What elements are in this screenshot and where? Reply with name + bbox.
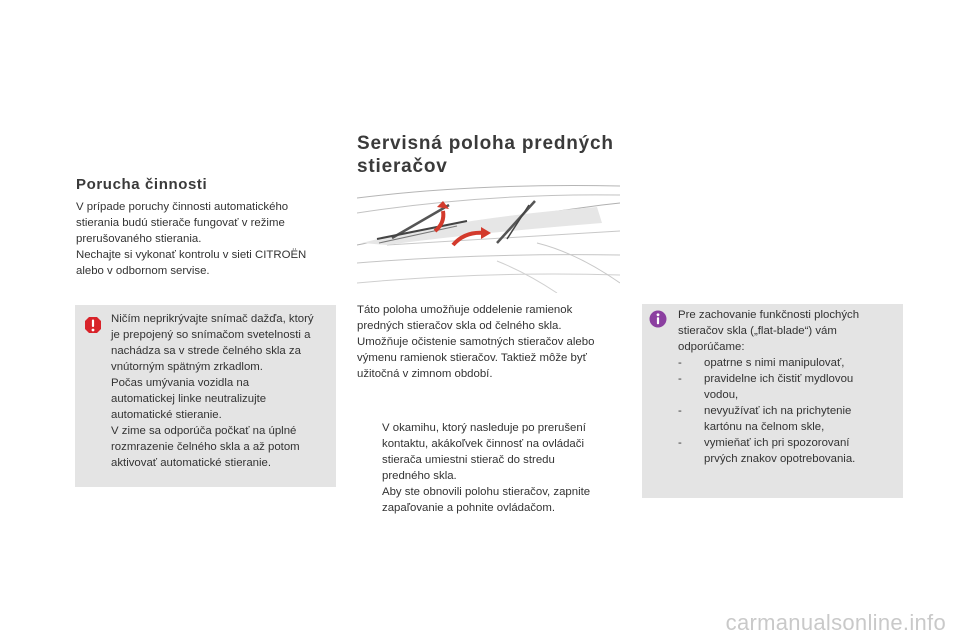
- info-item-line: prvých znakov opotrebovania.: [704, 453, 856, 465]
- fault-heading: Porucha činnosti: [76, 176, 208, 193]
- service-heading: [357, 132, 647, 178]
- fault-line: alebo v odbornom servise.: [76, 265, 210, 277]
- info-text: [678, 307, 900, 467]
- info-item-line: opatrne s nimi manipulovať,: [704, 357, 845, 369]
- warning-text: [111, 311, 333, 471]
- service-line: Umožňuje očistenie samotných stieračov alebo: [357, 336, 595, 348]
- fault-line: Nechajte si vykonať kontrolu v sieti CITROËN: [76, 249, 307, 261]
- warning-line: automatické stieranie.: [111, 409, 222, 421]
- info-item-line: vodou,: [704, 389, 739, 401]
- info-intro-line: odporúčame:: [678, 341, 745, 353]
- fault-paragraph: [76, 199, 338, 279]
- step-line: zapaľovanie a pohnite ovládačom.: [382, 502, 556, 514]
- dash-marker: -: [678, 373, 682, 385]
- service-heading-line2: stieračov: [357, 156, 448, 177]
- info-item-line: kartónu na čelnom skle,: [704, 421, 825, 433]
- watermark-text[interactable]: carmanualsonline.info: [725, 610, 946, 635]
- step-line: predného skla.: [382, 470, 457, 482]
- wiper-illustration: [357, 183, 620, 293]
- info-list-item: [678, 403, 900, 435]
- warning-line: Počas umývania vozidla na: [111, 377, 250, 389]
- service-steps: [357, 420, 627, 516]
- service-line: predných stieračov skla od čelného skla.: [357, 320, 562, 332]
- step-line: kontaktu, akákoľvek činnosť na ovládači: [382, 438, 584, 450]
- fault-line: V prípade poruchy činnosti automatického: [76, 201, 289, 213]
- fault-line: stierania budú stierače fungovať v režime: [76, 217, 285, 229]
- info-item-line: pravidelne ich čistiť mydlovou: [704, 373, 854, 385]
- warning-line: automatickej linke neutralizujte: [111, 393, 267, 405]
- step-line: Aby ste obnovili polohu stieračov, zapnite: [382, 486, 591, 498]
- info-icon: [649, 310, 667, 328]
- dash-marker: -: [678, 357, 682, 369]
- service-line: Táto poloha umožňuje oddelenie ramienok: [357, 304, 573, 316]
- fault-line: prerušovaného stierania.: [76, 233, 202, 245]
- service-line: užitočná v zimnom období.: [357, 368, 493, 380]
- info-list-item: [678, 355, 900, 371]
- info-intro-line: Pre zachovanie funkčnosti plochých: [678, 309, 860, 321]
- warning-box: [75, 305, 336, 487]
- info-list-item: [678, 371, 900, 403]
- dash-marker: -: [678, 405, 682, 417]
- service-paragraph: [357, 302, 627, 382]
- warning-line: nachádza sa v strede čelného skla za: [111, 345, 301, 357]
- warning-line: vnútorným spätným zrkadlom.: [111, 361, 263, 373]
- info-intro-line: stieračov skla („flat-blade“) vám: [678, 325, 837, 337]
- warning-line: aktivovať automatické stieranie.: [111, 457, 272, 469]
- warning-line: je prepojený so snímačom svetelnosti a: [111, 329, 311, 341]
- warning-line: Ničím neprikrývajte snímač dažďa, ktorý: [111, 313, 314, 325]
- dash-marker: -: [678, 437, 682, 449]
- info-list-item: [678, 435, 900, 467]
- info-box: [642, 304, 903, 498]
- step-item: [357, 484, 627, 516]
- service-line: výmenu ramienok stieračov. Taktiež môže byť: [357, 352, 587, 364]
- warning-icon: [83, 315, 103, 335]
- step-item: [357, 420, 627, 484]
- step-line: V okamihu, ktorý nasleduje po prerušení: [382, 422, 586, 434]
- info-item-line: vymieňať ich pri spozorovaní: [704, 437, 850, 449]
- step-line: stierača umiestni stierač do stredu: [382, 454, 555, 466]
- warning-line: V zime sa odporúča počkať na úplné: [111, 425, 297, 437]
- info-item-line: nevyužívať ich na prichytenie: [704, 405, 852, 417]
- service-heading-line1: Servisná poloha predných: [357, 133, 614, 154]
- warning-line: rozmrazenie čelného skla a až potom: [111, 441, 300, 453]
